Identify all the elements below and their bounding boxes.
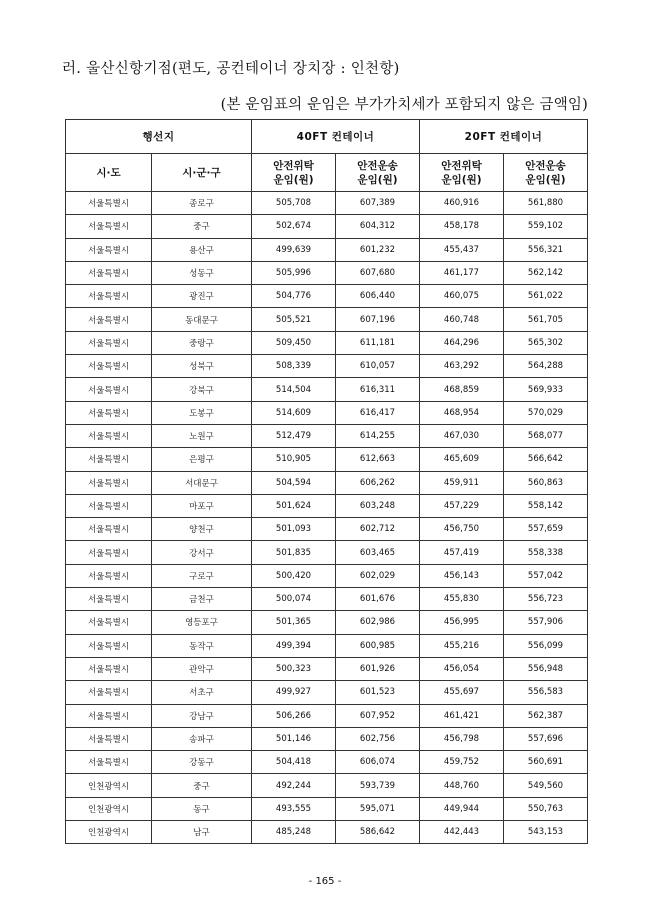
district-cell: 노원구 [152, 424, 252, 447]
40ft-transport-cell: 602,756 [336, 727, 420, 750]
40ft-transport-cell: 614,255 [336, 424, 420, 447]
20ft-transport-cell: 569,933 [504, 378, 588, 401]
20ft-consign-cell: 455,830 [420, 588, 504, 611]
district-cell: 관악구 [152, 657, 252, 680]
province-cell: 서울특별시 [66, 424, 152, 447]
40ft-consign-cell: 509,450 [252, 331, 336, 354]
province-cell: 서울특별시 [66, 564, 152, 587]
container-20ft-header: 20FT 컨테이너 [420, 120, 588, 154]
20ft-consign-cell: 463,292 [420, 355, 504, 378]
20ft-transport-cell: 556,321 [504, 238, 588, 261]
table-row [66, 355, 588, 378]
20ft-transport-cell: 564,288 [504, 355, 588, 378]
province-cell: 서울특별시 [66, 611, 152, 634]
40ft-consign-cell: 504,418 [252, 751, 336, 774]
district-header: 시·군·구 [152, 154, 252, 192]
district-cell: 강남구 [152, 704, 252, 727]
40ft-consign-cell: 508,339 [252, 355, 336, 378]
20ft-consign-cell: 459,752 [420, 751, 504, 774]
40ft-transport-cell: 601,523 [336, 681, 420, 704]
province-cell: 서울특별시 [66, 192, 152, 215]
40ft-transport-cell: 601,676 [336, 588, 420, 611]
20ft-transport-cell: 565,302 [504, 331, 588, 354]
district-cell: 강동구 [152, 751, 252, 774]
40ft-consign-cell: 510,905 [252, 448, 336, 471]
table-row [66, 821, 588, 844]
40ft-consign-cell: 500,074 [252, 588, 336, 611]
20ft-consign-cell: 455,437 [420, 238, 504, 261]
table-row [66, 448, 588, 471]
district-cell: 양천구 [152, 518, 252, 541]
table-row [66, 751, 588, 774]
table-body [66, 192, 588, 844]
20ft-transport-cell: 566,642 [504, 448, 588, 471]
district-cell: 중구 [152, 774, 252, 797]
province-cell: 서울특별시 [66, 681, 152, 704]
district-cell: 성북구 [152, 355, 252, 378]
district-cell: 종로구 [152, 192, 252, 215]
20ft-transport-cell: 556,099 [504, 634, 588, 657]
province-cell: 서울특별시 [66, 448, 152, 471]
40ft-transport-cell: 606,262 [336, 471, 420, 494]
20ft-consign-cell: 464,296 [420, 331, 504, 354]
province-cell: 서울특별시 [66, 285, 152, 308]
20ft-transport-cell: 561,022 [504, 285, 588, 308]
table-row [66, 588, 588, 611]
40ft-consign-cell: 499,639 [252, 238, 336, 261]
20ft-consign-cell: 457,419 [420, 541, 504, 564]
table-row [66, 704, 588, 727]
district-cell: 강서구 [152, 541, 252, 564]
20ft-consign-cell: 448,760 [420, 774, 504, 797]
40ft-consign-cell: 493,555 [252, 797, 336, 820]
province-cell: 인천광역시 [66, 797, 152, 820]
district-cell: 성동구 [152, 261, 252, 284]
district-cell: 영등포구 [152, 611, 252, 634]
40ft-consign-cell: 500,323 [252, 657, 336, 680]
40ft-consign-cell: 501,365 [252, 611, 336, 634]
20ft-consign-cell: 449,944 [420, 797, 504, 820]
40ft-consign-cell: 499,927 [252, 681, 336, 704]
20ft-transport-cell: 561,705 [504, 308, 588, 331]
20ft-transport-cell: 556,723 [504, 588, 588, 611]
20ft-consign-cell: 459,911 [420, 471, 504, 494]
20ft-transport-cell: 560,691 [504, 751, 588, 774]
district-cell: 은평구 [152, 448, 252, 471]
20ft-consign-cell: 442,443 [420, 821, 504, 844]
40ft-consign-cell: 505,996 [252, 261, 336, 284]
40ft-transport-cell: 607,680 [336, 261, 420, 284]
district-cell: 서대문구 [152, 471, 252, 494]
20ft-transport-cell: 557,042 [504, 564, 588, 587]
40ft-transport-rate-header: 안전운송 운임(원) [336, 154, 420, 192]
40ft-transport-cell: 603,248 [336, 494, 420, 517]
40ft-transport-cell: 602,029 [336, 564, 420, 587]
province-cell: 서울특별시 [66, 518, 152, 541]
40ft-transport-cell: 610,057 [336, 355, 420, 378]
province-cell: 서울특별시 [66, 494, 152, 517]
40ft-consign-cell: 501,146 [252, 727, 336, 750]
20ft-consign-cell: 467,030 [420, 424, 504, 447]
20ft-consign-cell: 460,748 [420, 308, 504, 331]
40ft-transport-cell: 612,663 [336, 448, 420, 471]
20ft-consign-cell: 465,609 [420, 448, 504, 471]
40ft-transport-cell: 607,389 [336, 192, 420, 215]
province-cell: 서울특별시 [66, 541, 152, 564]
20ft-transport-cell: 550,763 [504, 797, 588, 820]
40ft-consign-cell: 500,420 [252, 564, 336, 587]
40ft-transport-cell: 611,181 [336, 331, 420, 354]
40ft-transport-cell: 602,712 [336, 518, 420, 541]
40ft-consign-cell: 505,708 [252, 192, 336, 215]
province-header: 시·도 [66, 154, 152, 192]
20ft-transport-cell: 562,387 [504, 704, 588, 727]
40ft-transport-cell: 616,311 [336, 378, 420, 401]
province-cell: 서울특별시 [66, 751, 152, 774]
district-cell: 동구 [152, 797, 252, 820]
20ft-consign-cell: 461,177 [420, 261, 504, 284]
20ft-transport-cell: 549,560 [504, 774, 588, 797]
40ft-transport-cell: 601,232 [336, 238, 420, 261]
40ft-transport-cell: 606,440 [336, 285, 420, 308]
province-cell: 서울특별시 [66, 471, 152, 494]
20ft-transport-cell: 560,863 [504, 471, 588, 494]
40ft-transport-cell: 616,417 [336, 401, 420, 424]
table-row [66, 285, 588, 308]
table-row [66, 657, 588, 680]
table-row [66, 424, 588, 447]
province-cell: 서울특별시 [66, 378, 152, 401]
20ft-transport-cell: 562,142 [504, 261, 588, 284]
province-cell: 서울특별시 [66, 704, 152, 727]
table-row [66, 797, 588, 820]
province-cell: 서울특별시 [66, 215, 152, 238]
20ft-consign-cell: 456,798 [420, 727, 504, 750]
20ft-transport-cell: 557,906 [504, 611, 588, 634]
table-row [66, 471, 588, 494]
district-cell: 구로구 [152, 564, 252, 587]
40ft-consign-cell: 504,594 [252, 471, 336, 494]
district-cell: 강북구 [152, 378, 252, 401]
table-row [66, 494, 588, 517]
40ft-consign-cell: 501,093 [252, 518, 336, 541]
40ft-consign-cell: 485,248 [252, 821, 336, 844]
40ft-consign-cell: 514,609 [252, 401, 336, 424]
district-cell: 동작구 [152, 634, 252, 657]
20ft-transport-cell: 543,153 [504, 821, 588, 844]
40ft-consign-cell: 514,504 [252, 378, 336, 401]
20ft-consign-cell: 456,750 [420, 518, 504, 541]
province-cell: 서울특별시 [66, 727, 152, 750]
province-cell: 서울특별시 [66, 261, 152, 284]
20ft-consign-cell: 461,421 [420, 704, 504, 727]
20ft-transport-cell: 557,659 [504, 518, 588, 541]
20ft-transport-cell: 558,338 [504, 541, 588, 564]
40ft-consign-cell: 501,624 [252, 494, 336, 517]
40ft-transport-cell: 607,952 [336, 704, 420, 727]
province-cell: 서울특별시 [66, 588, 152, 611]
40ft-consign-cell: 504,776 [252, 285, 336, 308]
district-cell: 용산구 [152, 238, 252, 261]
20ft-consign-cell: 456,143 [420, 564, 504, 587]
20ft-transport-cell: 556,583 [504, 681, 588, 704]
district-cell: 서초구 [152, 681, 252, 704]
20ft-transport-cell: 556,948 [504, 657, 588, 680]
40ft-transport-cell: 593,739 [336, 774, 420, 797]
container-40ft-header: 40FT 컨테이너 [252, 120, 420, 154]
40ft-transport-cell: 604,312 [336, 215, 420, 238]
20ft-consign-cell: 468,859 [420, 378, 504, 401]
40ft-consign-cell: 506,266 [252, 704, 336, 727]
table-row [66, 681, 588, 704]
table-row [66, 215, 588, 238]
table-sub-header-row [66, 154, 588, 192]
40ft-consign-cell: 492,244 [252, 774, 336, 797]
40ft-consign-cell: 512,479 [252, 424, 336, 447]
table-row [66, 611, 588, 634]
table-row [66, 774, 588, 797]
table-row [66, 308, 588, 331]
20ft-consign-cell: 455,216 [420, 634, 504, 657]
40ft-transport-cell: 586,642 [336, 821, 420, 844]
province-cell: 서울특별시 [66, 331, 152, 354]
20ft-transport-cell: 568,077 [504, 424, 588, 447]
province-cell: 서울특별시 [66, 355, 152, 378]
table-row [66, 727, 588, 750]
20ft-transport-cell: 557,696 [504, 727, 588, 750]
district-cell: 도봉구 [152, 401, 252, 424]
district-cell: 중랑구 [152, 331, 252, 354]
20ft-transport-cell: 558,142 [504, 494, 588, 517]
table-row [66, 378, 588, 401]
40ft-consign-rate-header: 안전위탁 운임(원) [252, 154, 336, 192]
20ft-consign-rate-header: 안전위탁 운임(원) [420, 154, 504, 192]
province-cell: 서울특별시 [66, 634, 152, 657]
table-row [66, 401, 588, 424]
40ft-transport-cell: 600,985 [336, 634, 420, 657]
table-row [66, 541, 588, 564]
province-cell: 서울특별시 [66, 238, 152, 261]
20ft-consign-cell: 456,054 [420, 657, 504, 680]
20ft-consign-cell: 460,075 [420, 285, 504, 308]
province-cell: 서울특별시 [66, 308, 152, 331]
20ft-transport-cell: 561,880 [504, 192, 588, 215]
20ft-consign-cell: 468,954 [420, 401, 504, 424]
40ft-consign-cell: 505,521 [252, 308, 336, 331]
province-cell: 서울특별시 [66, 657, 152, 680]
district-cell: 금천구 [152, 588, 252, 611]
destination-header: 행선지 [66, 120, 252, 154]
table-row [66, 564, 588, 587]
40ft-consign-cell: 501,835 [252, 541, 336, 564]
province-cell: 인천광역시 [66, 774, 152, 797]
40ft-transport-cell: 601,926 [336, 657, 420, 680]
40ft-transport-cell: 603,465 [336, 541, 420, 564]
table-row [66, 331, 588, 354]
table-group-header-row [66, 120, 588, 154]
province-cell: 인천광역시 [66, 821, 152, 844]
district-cell: 동대문구 [152, 308, 252, 331]
table-row [66, 634, 588, 657]
20ft-consign-cell: 458,178 [420, 215, 504, 238]
district-cell: 중구 [152, 215, 252, 238]
40ft-transport-cell: 595,071 [336, 797, 420, 820]
20ft-consign-cell: 455,697 [420, 681, 504, 704]
section-heading: 러. 울산신항기점(편도, 공컨테이너 장치장 : 인천항) [62, 61, 400, 77]
district-cell: 송파구 [152, 727, 252, 750]
table-row [66, 238, 588, 261]
20ft-transport-rate-header: 안전운송 운임(원) [504, 154, 588, 192]
20ft-transport-cell: 570,029 [504, 401, 588, 424]
table-row [66, 192, 588, 215]
20ft-consign-cell: 456,995 [420, 611, 504, 634]
40ft-transport-cell: 606,074 [336, 751, 420, 774]
40ft-transport-cell: 607,196 [336, 308, 420, 331]
table-row [66, 518, 588, 541]
table-row [66, 261, 588, 284]
district-cell: 광진구 [152, 285, 252, 308]
province-cell: 서울특별시 [66, 401, 152, 424]
district-cell: 마포구 [152, 494, 252, 517]
freight-rate-table [65, 119, 588, 844]
20ft-consign-cell: 460,916 [420, 192, 504, 215]
40ft-consign-cell: 502,674 [252, 215, 336, 238]
20ft-transport-cell: 559,102 [504, 215, 588, 238]
40ft-transport-cell: 602,986 [336, 611, 420, 634]
40ft-consign-cell: 499,394 [252, 634, 336, 657]
page-number: - 165 - [308, 876, 342, 887]
vat-note: (본 운임표의 운임은 부가가치세가 포함되지 않은 금액임) [220, 97, 588, 113]
20ft-consign-cell: 457,229 [420, 494, 504, 517]
district-cell: 남구 [152, 821, 252, 844]
